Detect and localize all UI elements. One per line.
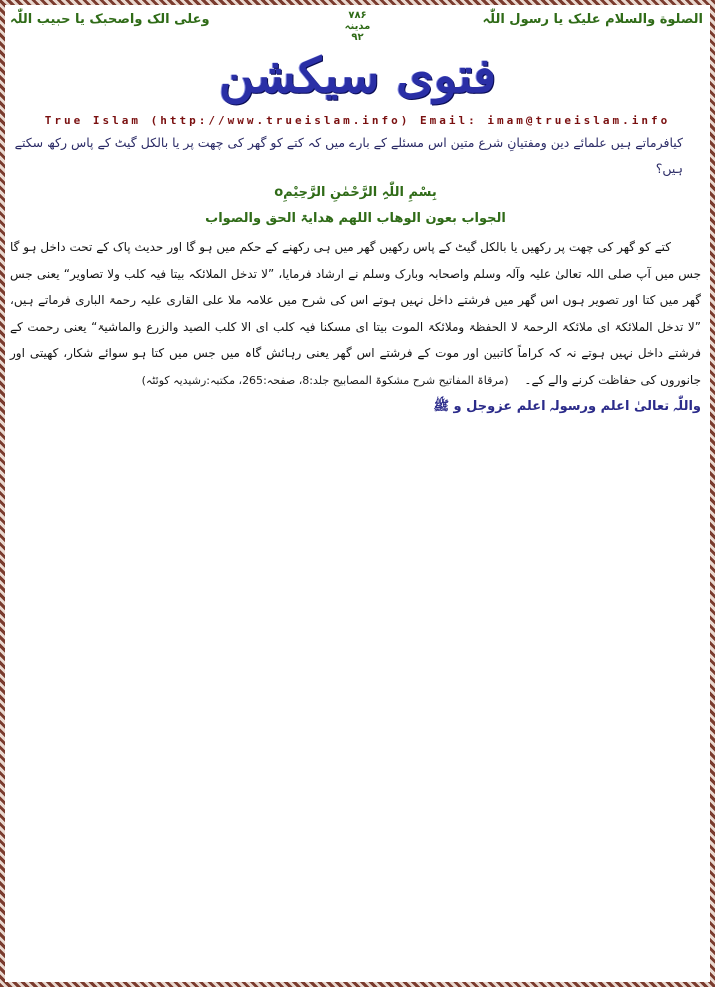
- page-title: فتوی سیکشن: [218, 48, 497, 104]
- reference-citation: (مرقاۃ المفاتیح شرح مشکوۃ المصابیح جلد:8، صفحہ:265، مکتبہ:رشیدیہ کوئٹہ): [141, 373, 509, 387]
- fatwa-content: [10, 130, 701, 420]
- answer-paragraph: [10, 234, 701, 394]
- bismillah: بِسْمِ اللّٰہِ الرَّحْمٰنِ الرَّحِیْمِo: [274, 185, 437, 200]
- emblem-number-top: ۷۸۶: [348, 10, 367, 21]
- closing-line: واللّٰہ تعالیٰ اعلم ورسولہ اعلم عزوجل و ﷺ: [433, 399, 701, 414]
- contact-line: True Islam (http://www.trueislam.info) Email: imam@trueislam.info: [44, 114, 671, 127]
- answer-heading: الجواب بعون الوھاب اللھم ھدایۃ الحق والصواب: [205, 211, 506, 226]
- emblem-word: مدینہ: [344, 21, 371, 32]
- question-text: کیافرماتے ہیں علمائے دین ومفتیانِ شرع متین اس مسئلے کے بارے میں کہ کتے کو گھر کی چھت پر یا بالکل گیٹ کے پاس رکھ سکتے ہیں؟: [14, 135, 683, 176]
- salutation-left: وعلی الک واصحبک یا حبیب اللّٰہ: [10, 12, 210, 27]
- page-header: [10, 10, 705, 46]
- answer-text: کتے کو گھر کی چھت پر رکھیں یا بالکل گیٹ کے پاس رکھیں گھر میں ہی رکھنے کے حکم میں ہو گا اور حدیث پاک کے تحت داخل ہو گا جس میں آپ صلی اللہ تعالیٰ علیہ وآلہ وسلم واصحابہ وبارک وسلم نے ارشاد فرمایا، ”لا تدخل الملائکہ بیتا فیہ کلب ولا تصاویر“ یعنی جس گھر میں کتا اور تصویر ہوں اس گھر میں فرشتے داخل نہیں ہوتے اس کی شرح میں علامہ ملا علی القاری علیہ رحمۃ الباری فرماتے ہیں، ”لا تدخل الملائکۃ ای ملائکۃ الرحمۃ لا الحفظۃ وملائکۃ الموت بیتا ای مسکنا فیہ کلب ای الا کلب الصید والزرع والماشیۃ“ یعنی رحمت کے فرشتے داخل نہیں ہوتے نہ کہ کراماً کاتبین اور موت کے فرشتے اس گھر یعنی رہائش گاہ میں جس میں کتا ہو سوائے شکار، کھیتی اور جانوروں کی حفاظت کرنے والے کے۔: [10, 240, 701, 387]
- salutation-right: الصلوة والسلام علیک یا رسول اللّٰہ: [482, 12, 703, 27]
- header-emblem: [345, 10, 371, 43]
- emblem-number-bottom: ۹۲: [351, 32, 364, 43]
